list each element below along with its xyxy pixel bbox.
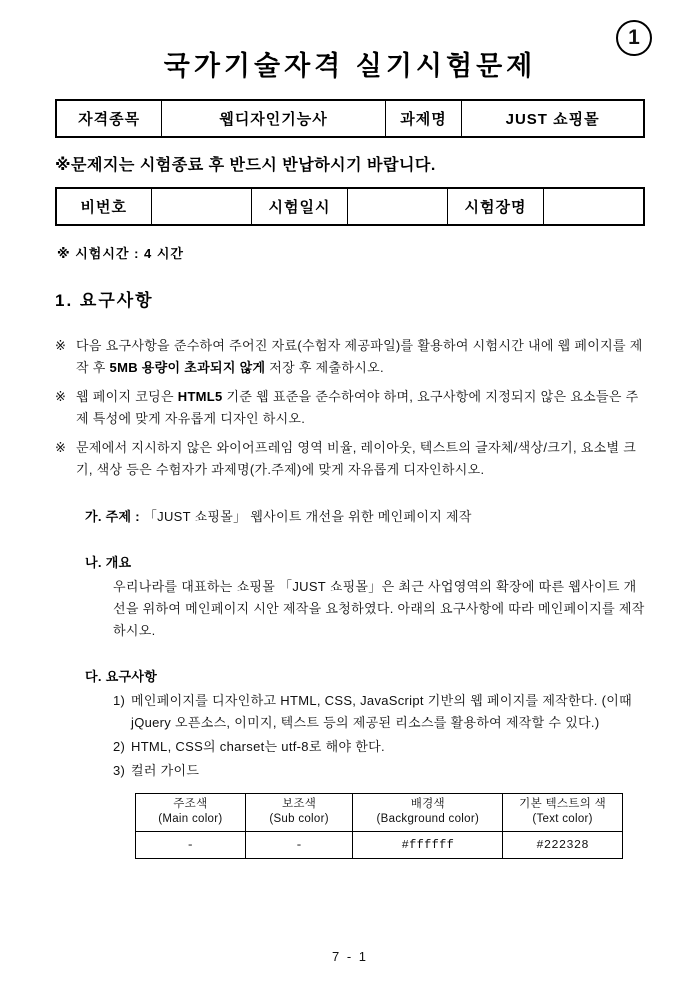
- bullet-text-bold: 5MB 용량이 초과되지 않게: [109, 360, 266, 376]
- section-heading-requirements: 1. 요구사항: [55, 291, 154, 310]
- page-number: 7 - 1: [331, 949, 368, 964]
- subject-table-row: [56, 100, 644, 137]
- da-item-3: [113, 760, 645, 782]
- da-item-2-text: HTML, CSS의 charset는 utf-8로 해야 한다.: [131, 739, 385, 755]
- exam-datetime-label: 시험일시: [252, 188, 347, 225]
- color-guide-value-row: [136, 831, 623, 858]
- subsection-ga-topic: [85, 506, 645, 528]
- color-guide-header-sub: [245, 793, 353, 831]
- da-item-1: [113, 690, 645, 734]
- da-item-2-number: 2): [113, 739, 126, 755]
- subsection-na-label: 나.: [85, 554, 102, 570]
- return-notice: ※문제지는 시험종료 후 반드시 반납하시기 바랍니다.: [55, 157, 436, 174]
- color-guide-value-main: -: [136, 831, 246, 858]
- qualification-value: 웹디자인기능사: [162, 100, 385, 137]
- page-circle-number: 1: [616, 20, 652, 56]
- color-guide-value-sub: -: [245, 831, 353, 858]
- bullet-text: [76, 338, 643, 375]
- bullet-text-pre: 다음 요구사항을 준수하여 주어진 자료(수험자 제공파일)를 활용하여 시험시간 내에 웹 페이지를 제작 후: [76, 338, 643, 376]
- header-bg-en: (Background color): [376, 813, 480, 826]
- color-guide-table: [135, 793, 623, 859]
- requirement-bullet-2: [55, 386, 645, 430]
- requirement-bullet-1: [55, 335, 645, 379]
- subject-table: [55, 99, 645, 138]
- subsection-na-overview: [85, 552, 645, 642]
- color-guide-header-row: [136, 793, 623, 831]
- header-text-en: (Text color): [532, 813, 593, 826]
- header-sub-kr: 보조색: [281, 797, 317, 810]
- subsection-na-title: 개요: [105, 554, 132, 570]
- exam-info-table: [55, 187, 645, 226]
- task-value: JUST 쇼핑몰: [462, 100, 644, 137]
- subsection-da-label: 다.: [85, 669, 102, 685]
- color-guide-header-main: [136, 793, 246, 831]
- page-title: 국가기술자격 실기시험문제: [163, 51, 537, 81]
- subsection-ga-text: 「JUST 쇼핑몰」 웹사이트 개선을 위한 메인페이지 제작: [139, 508, 472, 524]
- da-item-2: [113, 736, 645, 758]
- subsection-da-title: 요구사항: [105, 669, 158, 685]
- exam-site-label: 시험장명: [448, 188, 543, 225]
- task-label: 과제명: [385, 100, 461, 137]
- candidate-number-blank: [151, 188, 252, 225]
- color-guide-header-text: [503, 793, 623, 831]
- bullet-text: [76, 440, 636, 477]
- header-bg-kr: 배경색: [410, 797, 445, 810]
- subsection-ga-label: 가. 주제 :: [85, 508, 140, 524]
- bullet-text-pre: 웹 페이지 코딩은: [76, 389, 178, 405]
- da-item-1-text: 메인페이지를 디자인하고 HTML, CSS, JavaScript 기반의 웹 페이지를 제작한다. (이때 jQuery 오픈소스, 이미지, 텍스트 등의 제공된 리소스를 활용하여 제작할 수 있다.): [131, 693, 632, 731]
- subsection-da-heading: [85, 666, 645, 688]
- bullet-text-bold: HTML5: [177, 389, 223, 405]
- color-guide-value-background: #ffffff: [353, 831, 503, 858]
- bullet-marker: ※: [55, 389, 67, 405]
- da-item-3-number: 3): [113, 763, 126, 779]
- bullet-text-pre: 문제에서 지시하지 않은 와이어프레임 영역 비율, 레이아웃, 텍스트의 글자체/색상/크기, 요소별 크기, 색상 등은 수험자가 과제명(가.주제)에 맞게 자유롭게 디자인하시오.: [76, 440, 637, 478]
- color-guide-header-background: [353, 793, 503, 831]
- bullet-text: [76, 389, 639, 426]
- color-guide-value-text: #222328: [503, 831, 623, 858]
- exam-site-blank: [543, 188, 644, 225]
- header-sub-en: (Sub color): [269, 813, 329, 826]
- bullet-marker: ※: [55, 440, 67, 456]
- subsection-na-heading: [85, 552, 645, 574]
- header-text-kr: 기본 텍스트의 색: [519, 797, 607, 810]
- exam-time-note: ※ 시험시간 : 4 시간: [57, 246, 184, 261]
- header-main-en: (Main color): [158, 813, 223, 826]
- header-main-kr: 주조색: [173, 797, 208, 810]
- bullet-text-post: 기준 웹 표준을 준수하여야 하며, 요구사항에 지정되지 않은 요소들은 주제 특성에 맞게 자유롭게 디자인 하시오.: [76, 389, 639, 427]
- bullet-text-post: 저장 후 제출하시오.: [265, 360, 384, 376]
- qualification-label: 자격종목: [56, 100, 162, 137]
- bullet-marker: ※: [55, 338, 67, 353]
- da-item-1-number: 1): [113, 693, 126, 709]
- exam-datetime-blank: [347, 188, 448, 225]
- requirement-bullet-3: [55, 437, 645, 481]
- da-item-3-text: 컬러 가이드: [131, 763, 200, 779]
- da-numbered-list: [113, 690, 645, 782]
- candidate-number-label: 비번호: [56, 188, 151, 225]
- subsection-da-requirements: [85, 666, 645, 859]
- subsection-na-body: 우리나라를 대표하는 쇼핑몰 「JUST 쇼핑몰」은 최근 사업영역의 확장에 따른 웹사이트 개선을 위하여 메인페이지 시안 제작을 요청하였다. 아래의 요구사항에 따라 메인페이지를 제작하시오.: [113, 578, 645, 638]
- exam-info-row: [56, 188, 644, 225]
